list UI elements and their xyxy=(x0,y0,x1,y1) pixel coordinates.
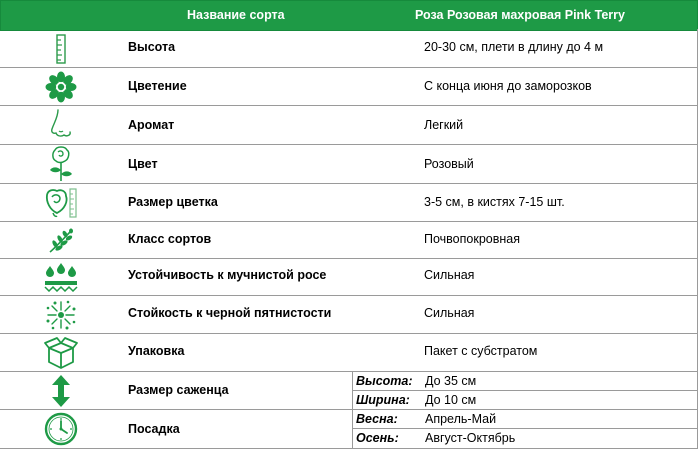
seedling-width xyxy=(352,391,698,409)
row-value: Пакет с субстратом xyxy=(424,344,538,358)
seedling-height xyxy=(352,372,698,390)
planting-spring xyxy=(352,410,698,428)
seedling-height-key: Высота: xyxy=(356,374,413,388)
table-row-powdery-mildew xyxy=(0,259,698,296)
row-value: Розовый xyxy=(424,157,474,171)
table-row-black-spot xyxy=(0,296,698,334)
seedling-width-key: Ширина: xyxy=(356,393,410,407)
row-value: Сильная xyxy=(424,306,475,320)
row-value: Почвопокровная xyxy=(424,232,520,246)
up-down-arrow-icon xyxy=(38,373,84,408)
nose-icon xyxy=(38,109,84,141)
row-label: Высота xyxy=(128,40,176,54)
droplets-icon xyxy=(38,261,84,293)
rose-icon xyxy=(38,146,84,182)
header-variety-title: Роза Розовая махровая Pink Terry xyxy=(415,8,625,22)
row-label: Цвет xyxy=(128,157,158,171)
ruler-icon xyxy=(38,34,84,64)
divider xyxy=(352,372,353,409)
table-row-color xyxy=(0,145,698,184)
branch-icon xyxy=(38,225,84,255)
rose-size-icon xyxy=(38,185,84,220)
table-row-flower-size xyxy=(0,184,698,222)
row-label: Цветение xyxy=(128,79,187,93)
row-label: Класс сортов xyxy=(128,232,212,246)
row-value: 3-5 см, в кистях 7-15 шт. xyxy=(424,195,565,209)
planting-spring-value: Апрель-Май xyxy=(425,412,497,426)
header-variety-name: Название сорта xyxy=(187,8,285,22)
clock-icon xyxy=(38,412,84,446)
row-label: Устойчивость к мучнистой росе xyxy=(128,268,327,282)
row-label: Размер цветка xyxy=(128,195,218,209)
spots-icon xyxy=(38,298,84,331)
row-label: Посадка xyxy=(128,422,180,436)
table-row-height xyxy=(0,31,698,68)
row-value: Сильная xyxy=(424,268,475,282)
planting-autumn-key: Осень: xyxy=(356,431,399,445)
planting-autumn-value: Август-Октябрь xyxy=(425,431,516,445)
divider xyxy=(352,410,353,448)
row-label: Размер саженца xyxy=(128,383,229,397)
flower-icon xyxy=(38,70,84,103)
package-icon xyxy=(38,335,84,370)
row-label: Упаковка xyxy=(128,344,185,358)
planting-autumn xyxy=(352,429,698,447)
table-row-flowering xyxy=(0,68,698,106)
seedling-height-value: До 35 см xyxy=(425,374,477,388)
seedling-width-value: До 10 см xyxy=(425,393,477,407)
row-value: 20-30 см, плети в длину до 4 м xyxy=(424,40,604,54)
row-value: Легкий xyxy=(424,118,464,132)
planting-spring-key: Весна: xyxy=(356,412,398,426)
table-header xyxy=(0,0,698,31)
table-row-variety-class xyxy=(0,222,698,259)
row-label: Аромат xyxy=(128,118,175,132)
table-row-package xyxy=(0,334,698,372)
row-value: С конца июня до заморозков xyxy=(424,79,592,93)
row-label: Стойкость к черной пятнистости xyxy=(128,306,332,320)
table-row-aroma xyxy=(0,106,698,145)
